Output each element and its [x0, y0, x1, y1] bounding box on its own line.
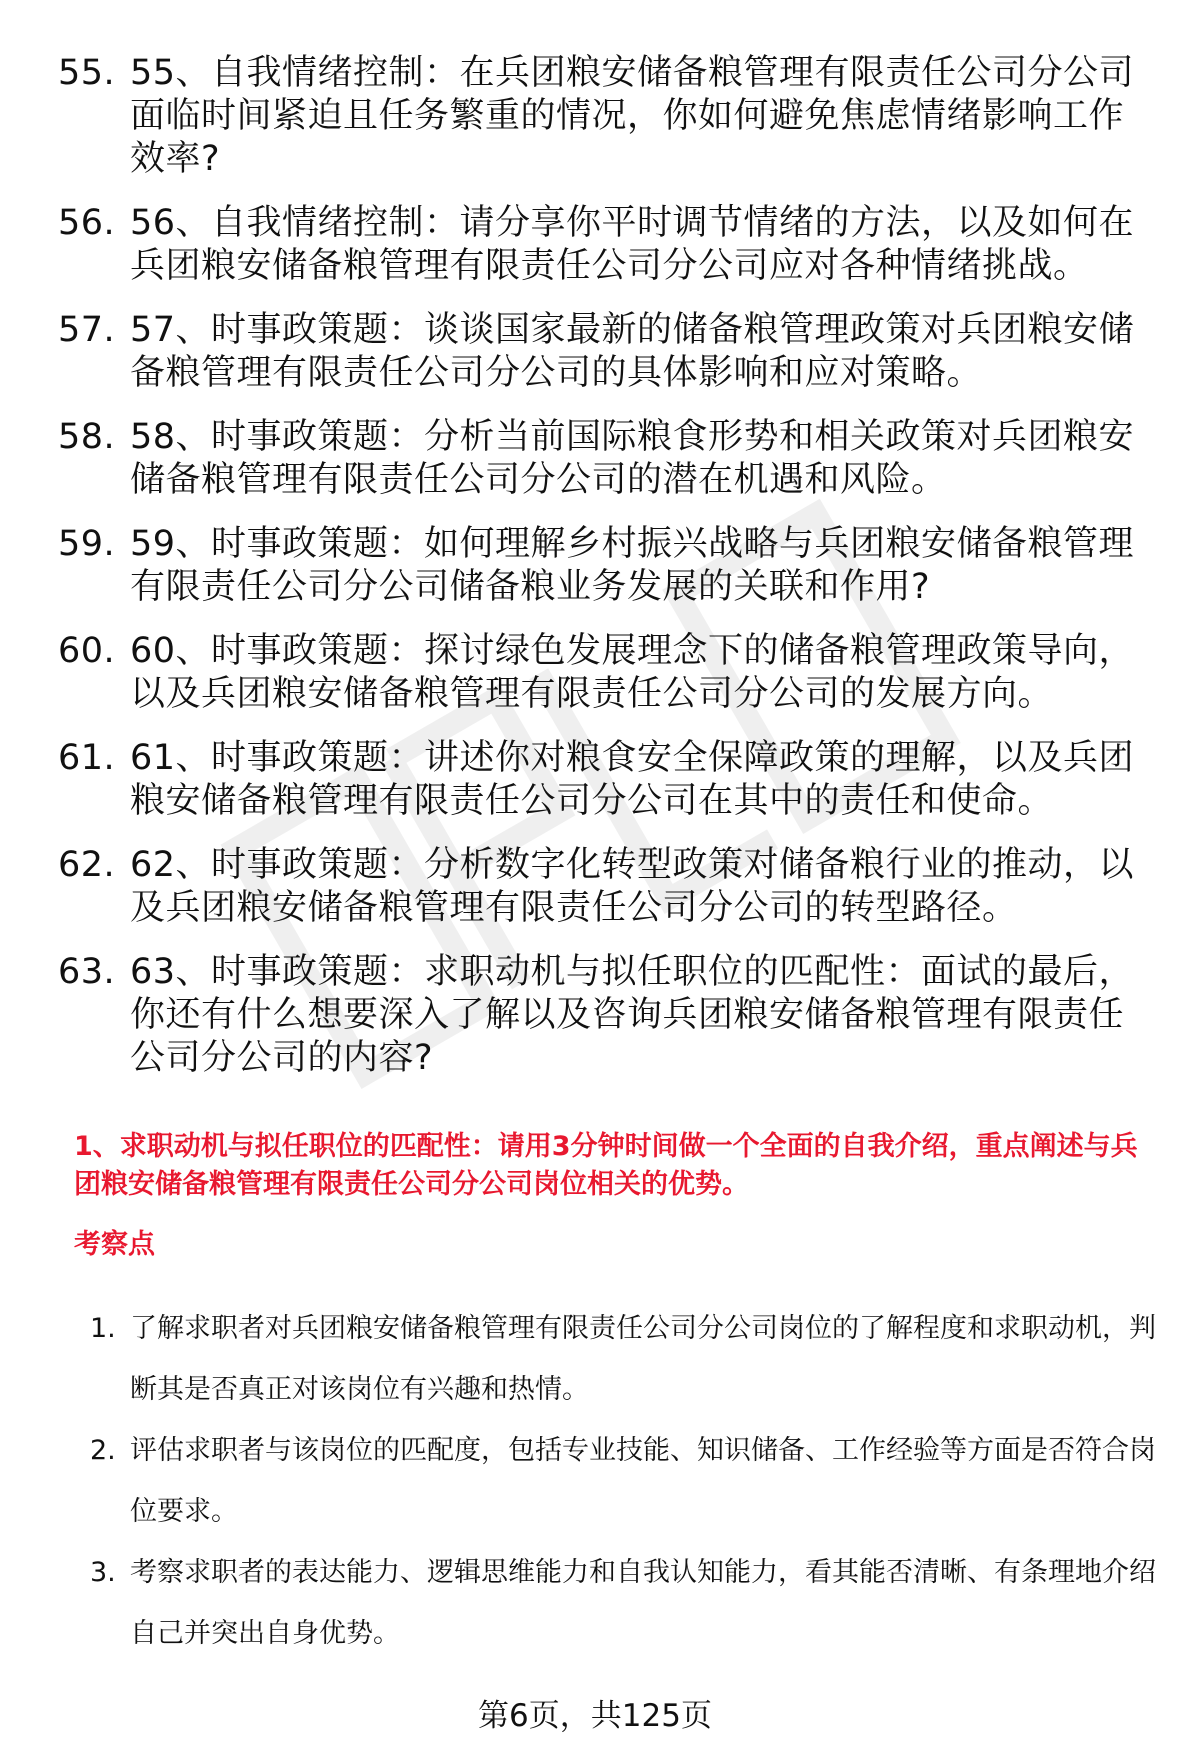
- question-text: 62、时事政策题：分析数字化转型政策对储备粮行业的推动，以及兵团粮安储备粮管理有限责任公司分公司的转型路径。: [130, 845, 1135, 928]
- exam-point-number: 1.: [90, 1313, 116, 1344]
- question-number: 56.: [58, 203, 116, 243]
- exam-point-text: 考察求职者的表达能力、逻辑思维能力和自我认知能力，看其能否清晰、有条理地介绍自己并突出自身优势。: [130, 1557, 1156, 1649]
- question-list: [58, 52, 1158, 1101]
- question-text: 60、时事政策题：探讨绿色发展理念下的储备粮管理政策导向，以及兵团粮安储备粮管理有限责任公司分公司的发展方向。: [130, 631, 1135, 714]
- question-number: 60.: [58, 631, 116, 671]
- exam-point-item: [90, 1542, 1160, 1664]
- question-number: 61.: [58, 738, 116, 778]
- question-item: [58, 52, 1158, 181]
- question-number: 58.: [58, 417, 116, 457]
- exam-point-item: [90, 1298, 1160, 1420]
- question-text: 56、自我情绪控制：请分享你平时调节情绪的方法，以及如何在兵团粮安储备粮管理有限责任公司分公司应对各种情绪挑战。: [130, 203, 1135, 286]
- question-item: [58, 416, 1158, 502]
- question-text: 58、时事政策题：分析当前国际粮食形势和相关政策对兵团粮安储备粮管理有限责任公司分公司的潜在机遇和风险。: [130, 417, 1135, 500]
- question-item: [58, 844, 1158, 930]
- exam-point-item: [90, 1420, 1160, 1542]
- question-number: 59.: [58, 524, 116, 564]
- question-item: [58, 630, 1158, 716]
- question-item: [58, 309, 1158, 395]
- exam-point-text: 评估求职者与该岗位的匹配度，包括专业技能、知识储备、工作经验等方面是否符合岗位要求。: [130, 1435, 1156, 1527]
- question-text: 63、时事政策题：求职动机与拟任职位的匹配性：面试的最后，你还有什么想要深入了解以及咨询兵团粮安储备粮管理有限责任公司分公司的内容?: [130, 952, 1135, 1078]
- question-text: 59、时事政策题：如何理解乡村振兴战略与兵团粮安储备粮管理有限责任公司分公司储备粮业务发展的关联和作用?: [130, 524, 1135, 607]
- question-item: [58, 202, 1158, 288]
- exam-point-number: 3.: [90, 1557, 116, 1588]
- question-item: [58, 951, 1158, 1080]
- question-number: 62.: [58, 845, 116, 885]
- question-item: [58, 523, 1158, 609]
- question-text: 57、时事政策题：谈谈国家最新的储备粮管理政策对兵团粮安储备粮管理有限责任公司分公司的具体影响和应对策略。: [130, 310, 1135, 393]
- exam-point-number: 2.: [90, 1435, 116, 1466]
- question-number: 57.: [58, 310, 116, 350]
- question-item: [58, 737, 1158, 823]
- section-heading: 1、求职动机与拟任职位的匹配性：请用3分钟时间做一个全面的自我介绍，重点阐述与兵团粮安储备粮管理有限责任公司分公司岗位相关的优势。: [74, 1131, 1138, 1200]
- question-text: 61、时事政策题：讲述你对粮食安全保障政策的理解，以及兵团粮安储备粮管理有限责任公司分公司在其中的责任和使命。: [130, 738, 1135, 821]
- exam-point-text: 了解求职者对兵团粮安储备粮管理有限责任公司分公司岗位的了解程度和求职动机，判断其是否真正对该岗位有兴趣和热情。: [130, 1313, 1156, 1405]
- page-number: 第6页，共125页: [478, 1698, 712, 1734]
- question-number: 63.: [58, 952, 116, 992]
- exam-points-list: [90, 1298, 1160, 1664]
- question-text: 55、自我情绪控制：在兵团粮安储备粮管理有限责任公司分公司面临时间紧迫且任务繁重的情况，你如何避免焦虑情绪影响工作效率?: [130, 53, 1135, 179]
- question-number: 55.: [58, 53, 116, 93]
- exam-points-label: 考察点: [74, 1229, 155, 1260]
